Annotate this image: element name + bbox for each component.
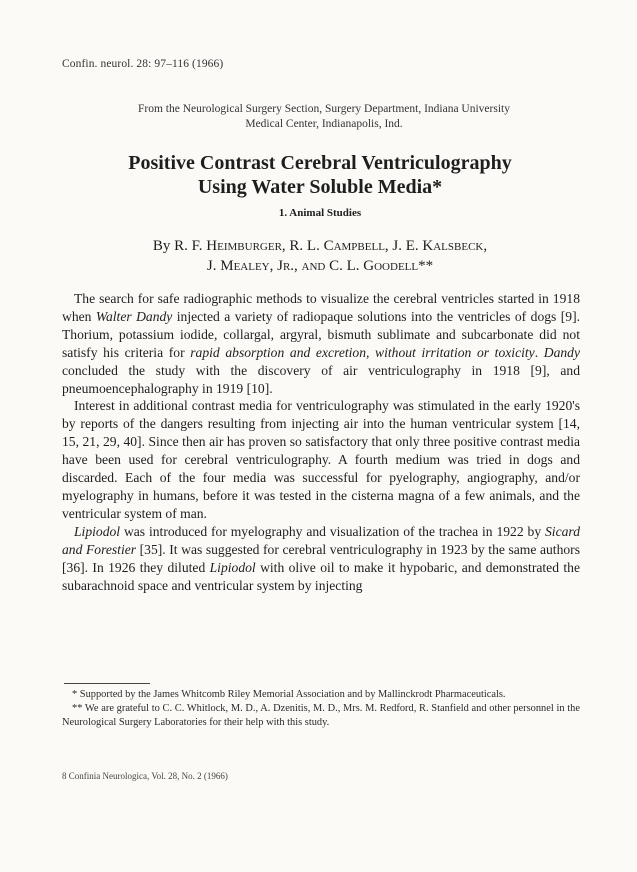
author-line-1 xyxy=(60,236,580,256)
paragraph-3 xyxy=(62,523,580,595)
footnote-divider xyxy=(64,683,150,684)
p3-text-c: with olive oil to make it hypobaric, and demonstrated the subarachnoid space and ventricular system by injecting xyxy=(62,559,580,593)
p1-text-a: The search for safe radiographic methods to visualize the cerebral ventricles started in 1918 when xyxy=(62,291,580,324)
paragraph-1 xyxy=(62,290,580,397)
p1-name-dandy-2: Dandy xyxy=(543,344,580,360)
title-line-2: Using Water Soluble Media* xyxy=(197,176,443,198)
journal-citation: Confin. neurol. 28: 97–116 (1966) xyxy=(62,58,224,70)
p1-criteria: rapid absorption and excretion, without irritation or toxicity xyxy=(190,344,535,360)
p3-authors: Sicard and Forestier xyxy=(62,523,580,557)
p3-lipiodol: Lipiodol xyxy=(74,523,121,539)
author-line-2: J. Mealey, Jr., and C. L. Goodell** xyxy=(206,258,434,274)
footnote-2: ** We are grateful to C. C. Whitlock, M. D., A. Dzenitis, M. D., Mrs. M. Redford, R. Stanfield and other personnel in the Neurological Surgery Laboratories for their help with this study. xyxy=(62,703,580,728)
author-list xyxy=(60,236,580,276)
page-footer: 8 Confinia Neurologica, Vol. 28, No. 2 (1966) xyxy=(62,771,228,781)
paper-subtitle: 1. Animal Studies xyxy=(278,207,362,219)
p1-text-d: concluded the study with the discovery of air ventriculography in 1918 [9], and pneumoencephalography in 1919 [10]. xyxy=(62,362,580,396)
p3-text-a: was introduced for myelography and visualization of the trachea in 1922 by xyxy=(120,523,545,539)
affiliation-line-2: Medical Center, Indianapolis, Ind. xyxy=(245,118,403,130)
author-by: By xyxy=(152,238,171,254)
p1-name-dandy: Walter Dandy xyxy=(95,308,173,324)
p3-lipiodol-2: Lipiodol xyxy=(209,559,256,575)
p1-text-c: . xyxy=(534,344,544,360)
footnote-1: * Supported by the James Whitcomb Riley Memorial Association and by Mallinckrodt Pharmaceuticals. xyxy=(72,689,506,700)
affiliation-line-1: From the Neurological Surgery Section, Surgery Department, Indiana University xyxy=(138,103,510,115)
paper-title xyxy=(60,151,580,199)
p1-text-b: injected a variety of radiopaque solutions into the ventricles of dogs [9]. Thorium, potassium iodide, collargal, argyral, bismuth sublimate and subcarbonate did not satisfy his criteria for xyxy=(62,308,581,360)
article-body xyxy=(62,290,580,594)
paragraph-2: Interest in additional contrast media for ventriculography was stimulated in the early 1920's by reports of the dangers resulting from injecting air into the human ventricular system [14, 15, 21, 29, 40]. Since then air has proven so satisfactory that only three positive contrast media have been used for cerebral ventriculography. A fourth medium was tried in dogs and discarded. Each of the four media was successful for pyelography, angiography, and/or myelography in humans, before it was tested in the cisterna magna of a few animals, and the ventricular system of man. xyxy=(62,398,580,521)
affiliation xyxy=(64,102,584,132)
author-names-1: R. F. Heimburger, R. L. Campbell, J. E. Kalsbeck, xyxy=(174,238,488,254)
footnotes xyxy=(62,688,580,730)
title-line-1: Positive Contrast Cerebral Ventriculography xyxy=(128,152,512,174)
p3-text-b: [35]. It was suggested for cerebral ventriculography in 1923 by the same authors [36]. In 1926 they diluted xyxy=(62,541,580,575)
